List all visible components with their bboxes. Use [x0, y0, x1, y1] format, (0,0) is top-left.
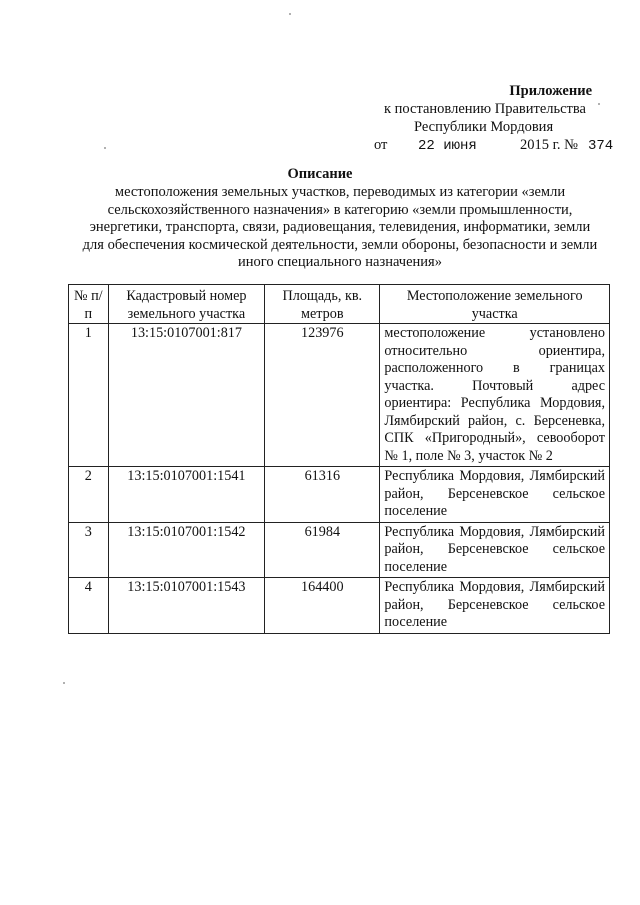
scan-speck [289, 13, 291, 15]
appendix-resolution-line: к постановлению Правительства [384, 101, 586, 117]
cell-location: Республика Мордовия, Лямбирский район, Берсеневское сельское поселение [380, 467, 610, 523]
scan-speck [598, 103, 600, 105]
cell-area: 61984 [265, 522, 380, 578]
header-cadastral: Кадастровый номер земельного участка [108, 285, 265, 324]
date-day-month: 22 июня [418, 138, 477, 154]
cell-num: 2 [69, 467, 109, 523]
table-row [69, 324, 610, 467]
cell-area: 164400 [265, 578, 380, 634]
cell-cadastral: 13:15:0107001:817 [108, 324, 265, 467]
cell-num: 1 [69, 324, 109, 467]
cell-location: Республика Мордовия, Лямбирский район, Берсеневское сельское поселение [380, 522, 610, 578]
scan-speck [104, 147, 106, 149]
cell-location: Республика Мордовия, Лямбирский район, Берсеневское сельское поселение [380, 578, 610, 634]
cell-num: 4 [69, 578, 109, 634]
document-subtitle: местоположения земельных участков, переводимых из категории «земли сельскохозяйственного назначения» в категорию «земли промышленности, энергетики, транспорта, связи, радиовещания, телевидения, информатики, земли для обеспечения космической деятельности, земли обороны, безопасности и земли иного специального назначения» [82, 184, 598, 270]
date-year: 2015 г. № [520, 137, 579, 153]
date-prefix: от [374, 137, 388, 153]
resolution-number: 374 [588, 138, 614, 154]
land-plots-table [68, 284, 610, 634]
cell-location: местоположение установлено относительно ориентира, расположенного в границах участка. Почтовый адрес ориентира: Республика Мордовия, Лямбирский район, с. Берсеневка, СПК «Пригородный», севооборот № 1, поле № 3, участок № 2 [380, 324, 610, 467]
table-row [69, 578, 610, 634]
document-title: Описание [287, 166, 353, 182]
cell-cadastral: 13:15:0107001:1543 [108, 578, 265, 634]
table-header-row [69, 285, 610, 324]
table-row [69, 467, 610, 523]
appendix-title: Приложение [509, 83, 592, 99]
scan-speck [63, 682, 65, 684]
header-area: Площадь, кв. метров [265, 285, 380, 324]
cell-cadastral: 13:15:0107001:1542 [108, 522, 265, 578]
cell-area: 61316 [265, 467, 380, 523]
appendix-header [360, 82, 620, 156]
header-num: № п/п [69, 285, 109, 324]
table-row [69, 522, 610, 578]
cell-cadastral: 13:15:0107001:1541 [108, 467, 265, 523]
cell-num: 3 [69, 522, 109, 578]
cell-area: 123976 [265, 324, 380, 467]
appendix-government-line: Республики Мордовия [414, 119, 554, 135]
header-location: Местоположение земельного участка [380, 285, 610, 324]
appendix-date-row [360, 136, 620, 156]
